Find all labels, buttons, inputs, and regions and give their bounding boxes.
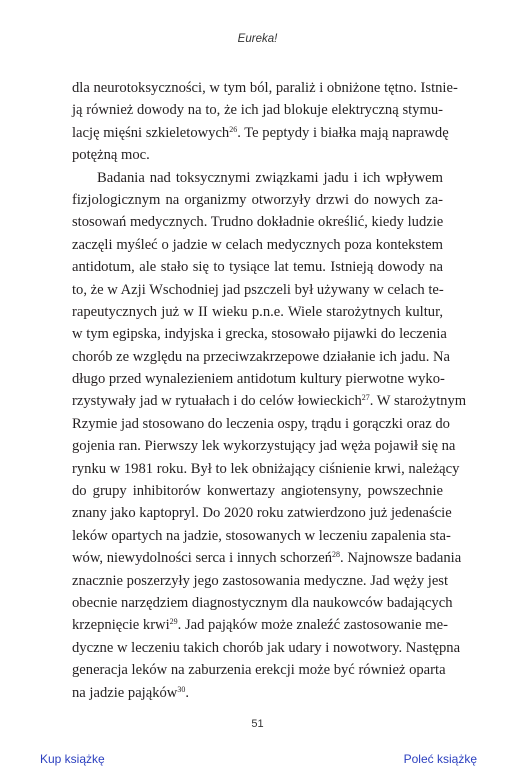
text-line <box>72 234 443 256</box>
text-line <box>72 525 451 547</box>
text-line-content: zaczęli myśleć o jadzie w celach medycznych poza kontekstem <box>72 236 443 253</box>
text-line <box>72 390 467 412</box>
text-line <box>72 659 446 681</box>
text-line <box>72 256 443 278</box>
text-line-content: do grupy inhibitorów konwertazy angiotensyny, powszechnie <box>72 483 443 500</box>
text-line-content: . Najnowsze badania <box>340 550 462 567</box>
text-line-content: krzepnięcie krwi <box>72 617 170 634</box>
text-line-content: gojenia ran. Pierwszy lek wykorzystujący jad węża pojawił się na <box>72 438 456 455</box>
text-line-content: ją również dowody na to, że ich jad blokuje elektryczną stymu- <box>72 102 443 119</box>
footnote-marker: 30 <box>177 684 186 694</box>
text-line <box>72 458 460 480</box>
text-line-content: znany jako kaptopryl. Do 2020 roku zatwierdzono już jedenaście <box>72 505 452 522</box>
text-line-content: dla neurotoksyczności, w tym ból, paraliż i obniżone tętno. Istnie- <box>72 80 458 96</box>
text-line-content: Badania nad toksycznymi związkami jadu i ich wpływem <box>97 169 443 186</box>
text-line <box>72 167 443 189</box>
text-line <box>72 122 449 144</box>
footnote-marker: 27 <box>361 393 370 403</box>
text-line-content: wów, niewydolności serca i innych schorzeń <box>72 550 333 567</box>
text-line <box>72 682 443 704</box>
text-line <box>72 435 456 457</box>
text-line <box>72 614 448 636</box>
text-line <box>72 368 443 390</box>
text-line <box>72 502 452 524</box>
text-line-content: rzystywały jad w rytuałach i do celów łowieckich <box>72 393 362 410</box>
footnote-marker: 29 <box>169 617 178 627</box>
footnote-marker: 26 <box>229 124 238 134</box>
text-line-content: generacja leków na zaburzenia erekcji może być również oparta <box>72 662 446 679</box>
text-line <box>72 547 462 569</box>
text-line-content: w tym egipska, indyjska i grecka, stosowało pijawki do leczenia <box>72 326 447 343</box>
text-line-content: rapeutycznych już w II wieku p.n.e. Wiele starożytnych kultur, <box>72 303 443 320</box>
text-line <box>72 346 451 368</box>
text-line <box>72 637 461 659</box>
text-line-content: znacznie poszerzyły jego zastosowania medyczne. Jad węży jest <box>72 572 449 589</box>
text-line <box>72 323 447 345</box>
text-line-content: dyczne w leczeniu takich chorób jak udary i nowotwory. Następna <box>72 639 461 656</box>
text-line <box>72 301 443 323</box>
text-line <box>72 592 453 614</box>
text-line-content: fizjologicznym na organizmy otworzyły drzwi do nowych za- <box>72 191 443 208</box>
text-line-content: . Jad pająków może znaleźć zastosowanie me- <box>177 617 448 634</box>
text-line-content: to, że w Azji Wschodniej jad pszczeli był używany w celach te- <box>72 281 444 298</box>
footnote-marker: 28 <box>332 550 341 560</box>
text-line-content: antidotum, ale stało się to tysiące lat temu. Istnieją dowody na <box>72 259 443 276</box>
text-line-content: obecnie narzędziem diagnostycznym dla naukowców badających <box>72 594 453 611</box>
text-line <box>72 570 449 592</box>
text-line <box>72 211 443 233</box>
text-line-content: Rzymie jad stosowano do leczenia ospy, trądu i gorączki oraz do <box>72 415 450 432</box>
text-line-content: . <box>185 684 190 701</box>
text-line <box>72 279 443 301</box>
text-line-content: . Te peptydy i białka mają naprawdę <box>237 124 449 141</box>
text-line-content: chorób ze względu na przeciwzakrzepowe działanie ich jadu. Na <box>72 348 451 365</box>
text-line <box>72 144 443 166</box>
text-line <box>72 189 443 211</box>
text-line-content: stosowań medycznych. Trudno dokładnie określić, kiedy ludzie <box>72 214 444 231</box>
recommend-book-link[interactable]: Poleć książkę <box>403 752 477 766</box>
text-line <box>72 480 443 502</box>
body-text <box>72 77 467 704</box>
text-line-content: długo przed wynalezieniem antidotum kultury pierwotne wyko- <box>72 371 445 388</box>
text-line <box>72 77 458 99</box>
buy-book-link[interactable]: Kup książkę <box>40 752 105 766</box>
text-line <box>72 413 450 435</box>
page-number: 51 <box>251 718 264 730</box>
text-line-content: . W starożytnym <box>369 393 467 410</box>
text-line-content: rynku w 1981 roku. Był to lek obniżający ciśnienie krwi, należący <box>72 460 460 477</box>
text-line-content: leków opartych na jadzie, stosowanych w leczeniu zapalenia sta- <box>72 527 451 544</box>
text-line-content: potężną moc. <box>72 147 150 164</box>
text-line-content: na jadzie pająków <box>72 684 178 701</box>
running-header: Eureka! <box>237 33 278 45</box>
text-line-content: lację mięśni szkieletowych <box>72 124 230 141</box>
text-line <box>72 99 443 121</box>
